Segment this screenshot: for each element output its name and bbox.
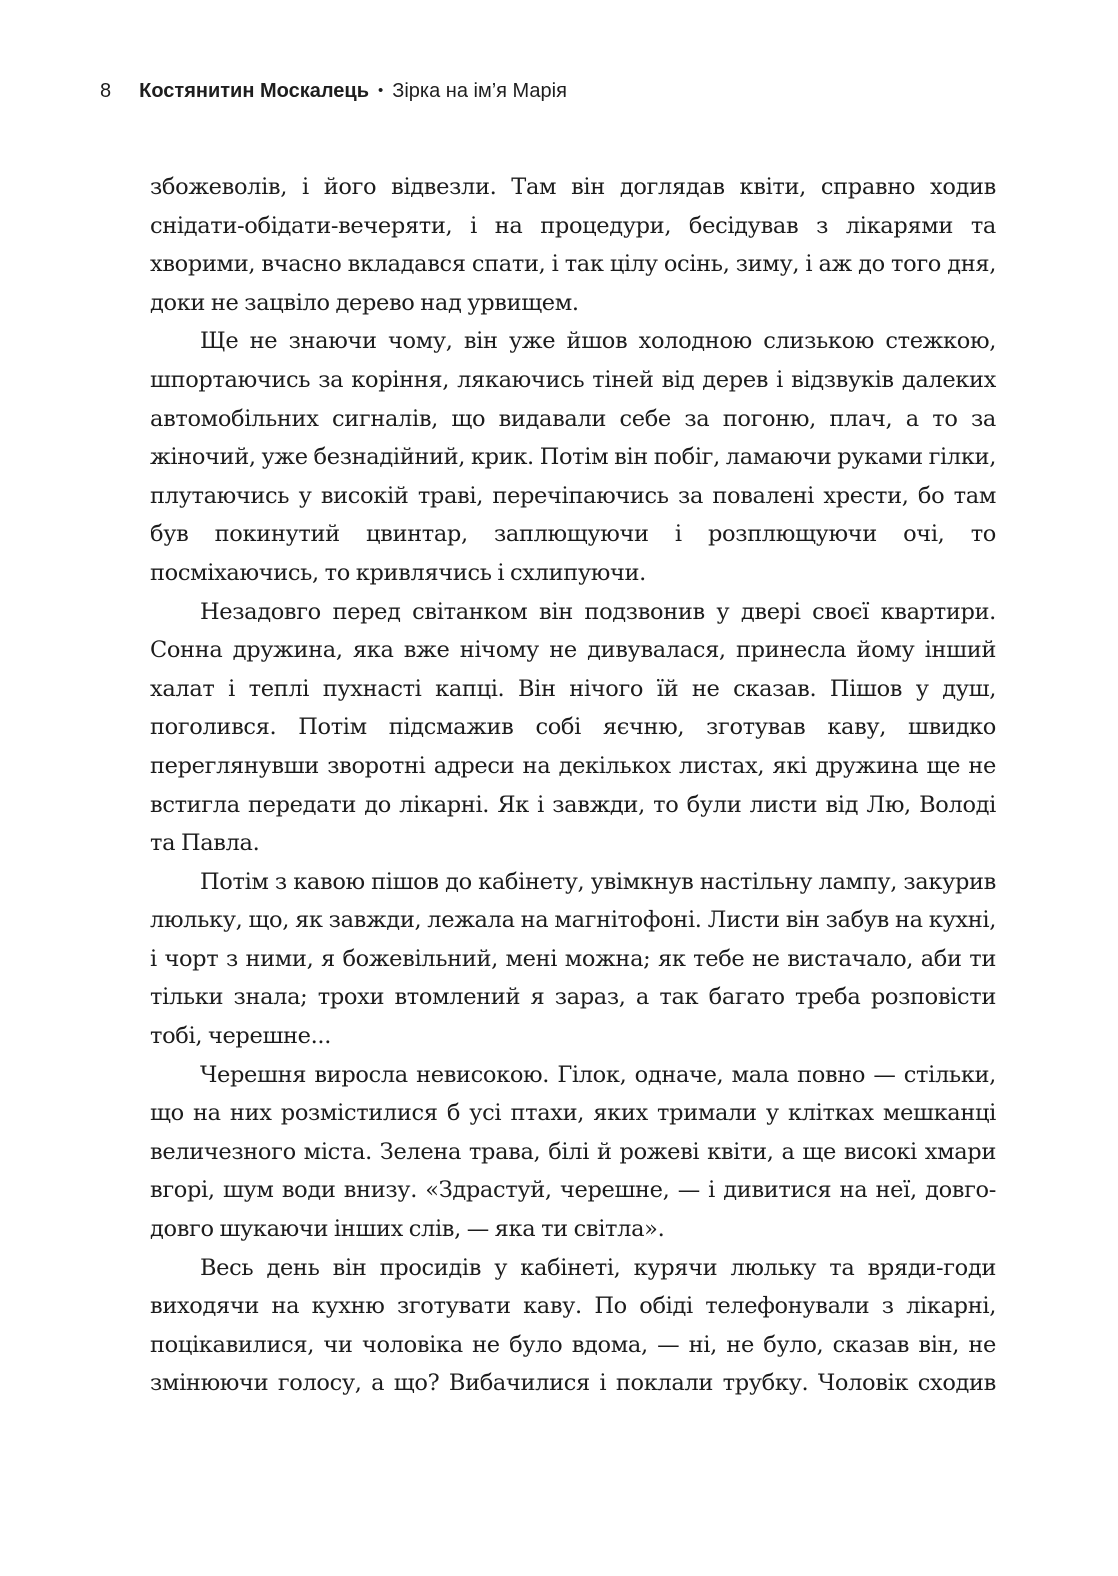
running-head [100,76,567,106]
paragraph: Ще не знаючи чому, він уже йшов холодною слизькою стежкою, шпортаючись за коріння, лякаючись тіней від дерев і відзвуків далеких автомобільних сигналів, що видавали себе за погоню, плач, а то за жіночий, уже безнадійний, крик. Потім він побіг, ламаючи руками гілки, плутаючись у високій траві, перечіпаючись за повалені хрести, бо там був покинутий цвинтар, заплющуючи і розплющуючи очі, то посміхаючись, то кривлячись і схлипуючи. [150,328,996,586]
body-text [150,168,996,1403]
page-number: 8 [100,80,112,102]
paragraph: Потім з кавою пішов до кабінету, увімкнув настільну лампу, закурив люльку, що, як завжди, лежала на магнітофоні. Листи він забув на кухні, і чорт з ними, я божевільний, мені можна; як тебе не вистачало, аби ти тільки знала; трохи втомлений я зараз, а так багато треба розповісти тобі, черешне... [150,868,996,1050]
book-title: Зірка на ім’я Марія [392,80,567,102]
paragraph: Незадовго перед світанком він подзвонив у двері своєї квартири. Сонна дружина, яка вже нічому не дивувалася, принесла йому інший халат і теплі пухнасті капці. Він нічого їй не сказав. Пішов у душ, поголився. Потім підсмажив собі яєчню, зготував каву, швидко переглянувши зворотні адреси на декількох листах, які дружина ще не встигла передати до лікарні. Як і завжди, то були листи від Лю, Володі та Павла. [150,598,996,857]
paragraph: Черешня виросла невисокою. Гілок, одначе, мала повно — стільки, що на них розмістилися б усі птахи, яких тримали у клітках мешканці величезного міста. Зелена трава, білі й рожеві квіти, а ще високі хмари вгорі, шум води внизу. «Здрастуй, черешне, — і дивитися на неї, довго-довго шукаючи інших слів, — яка ти світла». [150,1061,996,1243]
author-name: Костянитин Москалець [139,80,369,102]
paragraph: збожеволів, і його відвезли. Там він доглядав квіти, справно ходив снідати-обідати-вечеряти, і на процедури, бесідував з лікарями та хворими, вчасно вкладався спати, і так цілу осінь, зиму, і аж до того дня, доки не зацвіло дерево над урвищем. [150,174,996,316]
paragraph: Весь день він просидів у кабінеті, курячи люльку та вряди-годи виходячи на кухню зготувати каву. По обіді телефонували з лікарні, поцікавилися, чи чоловіка не було вдома, — ні, не було, сказав він, не змінюючи голосу, а що? Вибачилися і поклали трубку. Чоловік сходив [150,1254,996,1397]
separator-bullet: • [378,82,384,99]
